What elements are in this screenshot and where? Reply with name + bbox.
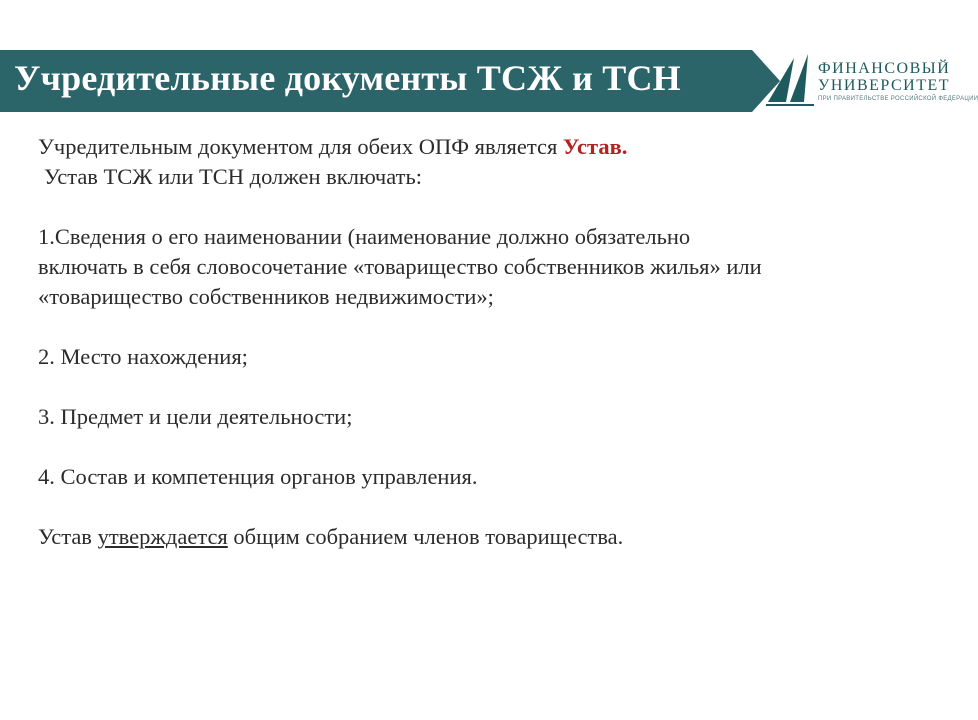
list-item-1-line-2: включать в себя словосочетание «товарищество собственников жилья» или: [38, 254, 762, 279]
list-item-1-line-1: 1.Сведения о его наименовании (наименование должно обязательно: [38, 224, 691, 249]
logo-line-1: ФИНАНСОВЫЙ: [818, 60, 951, 77]
title-banner: [0, 50, 780, 112]
closing-suffix: общим собранием членов товарищества.: [227, 524, 624, 549]
intro-text: Учредительным документом для обеих ОПФ является: [38, 134, 563, 159]
intro-line-2: Устав ТСЖ или ТСН должен включать:: [44, 164, 422, 189]
intro-line: [38, 132, 918, 162]
intro-accent: Устав.: [562, 134, 628, 159]
logo-line-3: ПРИ ПРАВИТЕЛЬСТВЕ РОССИЙСКОЙ ФЕДЕРАЦИИ: [818, 96, 978, 102]
university-logo: [764, 52, 978, 108]
closing-underlined: утверждается: [97, 524, 228, 549]
logo-line-2: УНИВЕРСИТЕТ: [818, 77, 951, 94]
list-item-2: 2. Место нахождения;: [38, 344, 248, 369]
list-item-3: 3. Предмет и цели деятельности;: [38, 404, 353, 429]
closing-prefix: Устав: [38, 524, 98, 549]
slide-body: [38, 132, 918, 552]
list-item-1-line-3: «товарищество собственников недвижимости»;: [38, 284, 494, 309]
closing-line: [38, 522, 918, 552]
slide-title: Учредительные документы ТСЖ и ТСН: [14, 58, 681, 98]
list-item-4: 4. Состав и компетенция органов управления.: [38, 464, 478, 489]
sails-logo-icon: [764, 52, 818, 108]
